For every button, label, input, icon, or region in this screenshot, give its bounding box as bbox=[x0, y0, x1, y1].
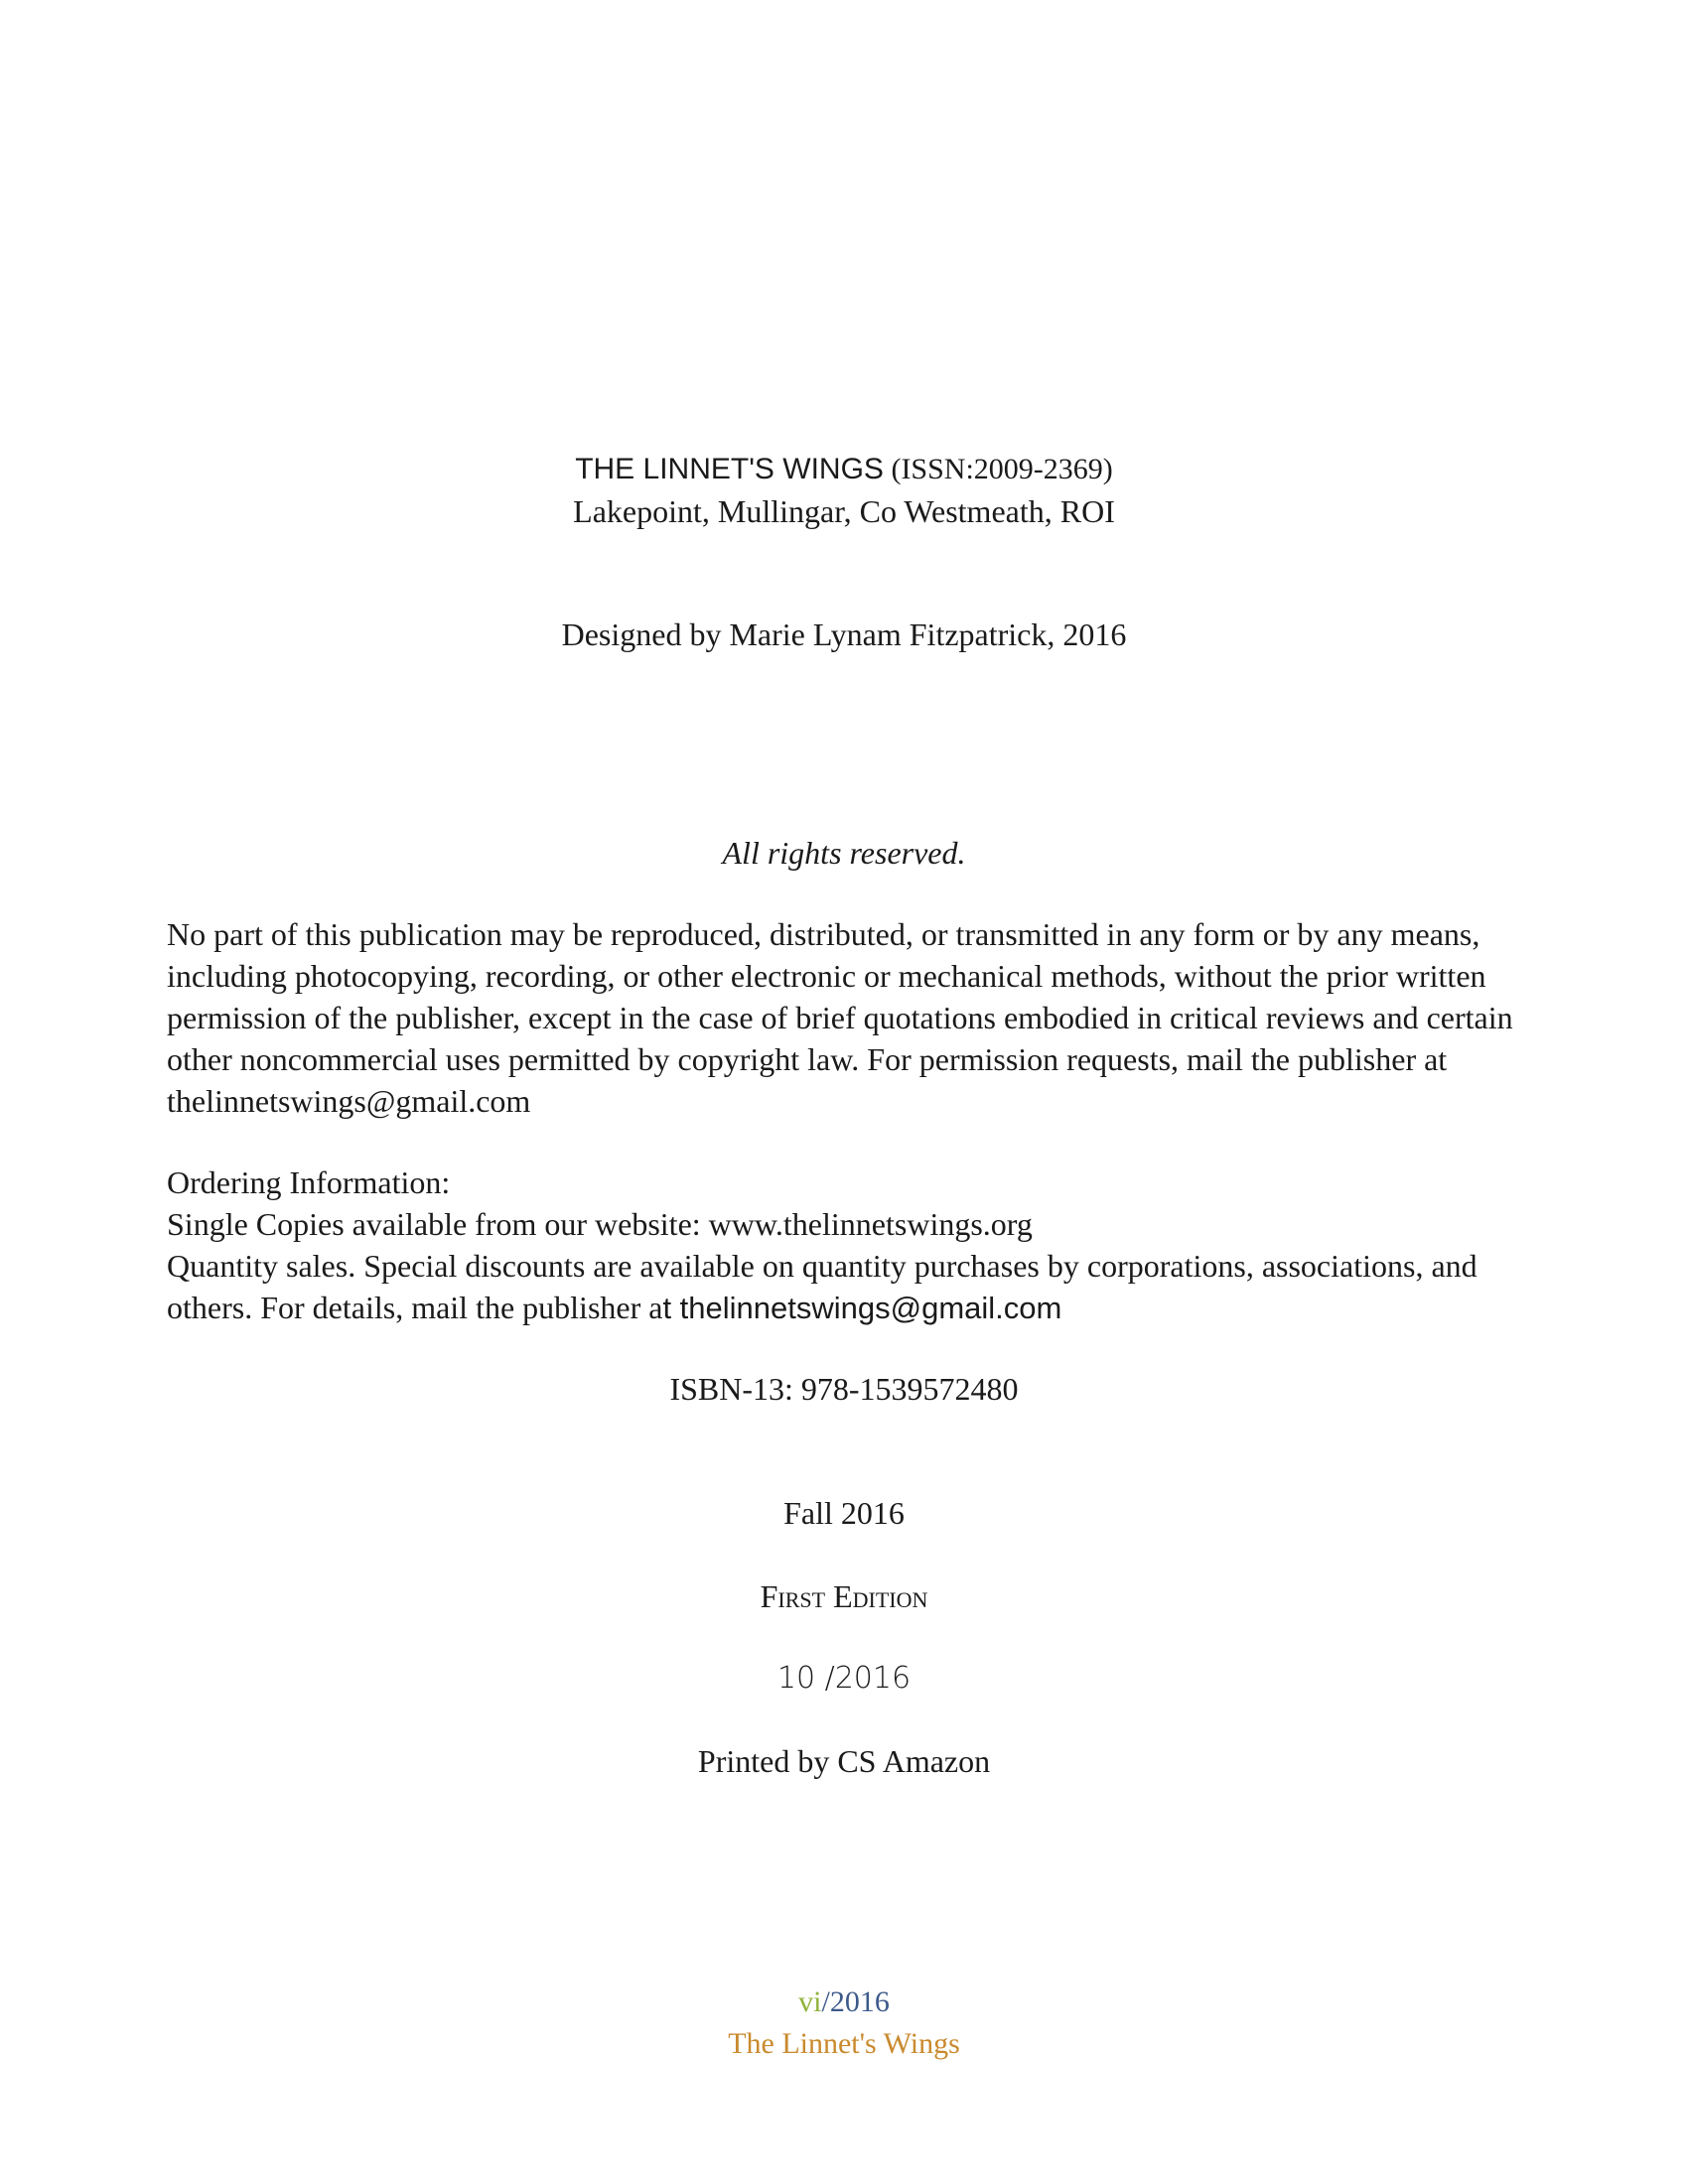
issue-prefix: vi bbox=[798, 1985, 822, 2018]
issue-separator: / bbox=[821, 1985, 830, 2018]
rights-line: other noncommercial uses permitted by copyright law. For permission requests, mail the publisher at bbox=[167, 1041, 1448, 1077]
season: Fall 2016 bbox=[783, 1495, 905, 1531]
ordering-email: t thelinnetswings@gmail.com bbox=[662, 1291, 1062, 1325]
designer-credit: Designed by Marie Lynam Fitzpatrick, 2016 bbox=[561, 616, 1127, 652]
issn: (ISSN:2009-2369) bbox=[891, 453, 1113, 485]
rights-notice bbox=[167, 913, 1527, 1122]
publication-title: THE LINNET'S WINGS bbox=[575, 453, 884, 485]
rights-line: No part of this publication may be reproduced, distributed, or transmitted in any form or by any means, bbox=[167, 916, 1480, 952]
isbn: ISBN-13: 978-1539572480 bbox=[669, 1371, 1019, 1407]
quantity-details-line bbox=[167, 1287, 1527, 1329]
footer-magazine-name: The Linnet's Wings bbox=[728, 2027, 960, 2060]
publisher-address: Lakepoint, Mullingar, Co Westmeath, ROI bbox=[573, 493, 1115, 529]
issue-year: 2016 bbox=[829, 1985, 890, 2018]
edition-date: 10 /2016 bbox=[776, 1661, 912, 1696]
rights-heading: All rights reserved. bbox=[722, 835, 966, 871]
footer-issue bbox=[0, 1982, 1688, 2022]
rights-email: thelinnetswings@gmail.com bbox=[167, 1083, 531, 1119]
ordering-heading: Ordering Information: bbox=[167, 1164, 451, 1200]
publication-title-line bbox=[0, 450, 1688, 489]
quantity-details-text: others. For details, mail the publisher a bbox=[167, 1290, 663, 1325]
printer-credit: Printed by CS Amazon bbox=[697, 1743, 991, 1779]
single-copies-line: Single Copies available from our website: www.thelinnetswings.org bbox=[167, 1206, 1033, 1242]
edition: First Edition bbox=[760, 1578, 928, 1614]
rights-line: permission of the publisher, except in the case of brief quotations embodied in critical reviews and certain bbox=[167, 1000, 1513, 1035]
quantity-sales-line: Quantity sales. Special discounts are available on quantity purchases by corporations, associations, and bbox=[167, 1248, 1477, 1284]
ordering-information bbox=[167, 1161, 1527, 1329]
rights-line: including photocopying, recording, or other electronic or mechanical methods, without the prior written bbox=[167, 958, 1486, 994]
